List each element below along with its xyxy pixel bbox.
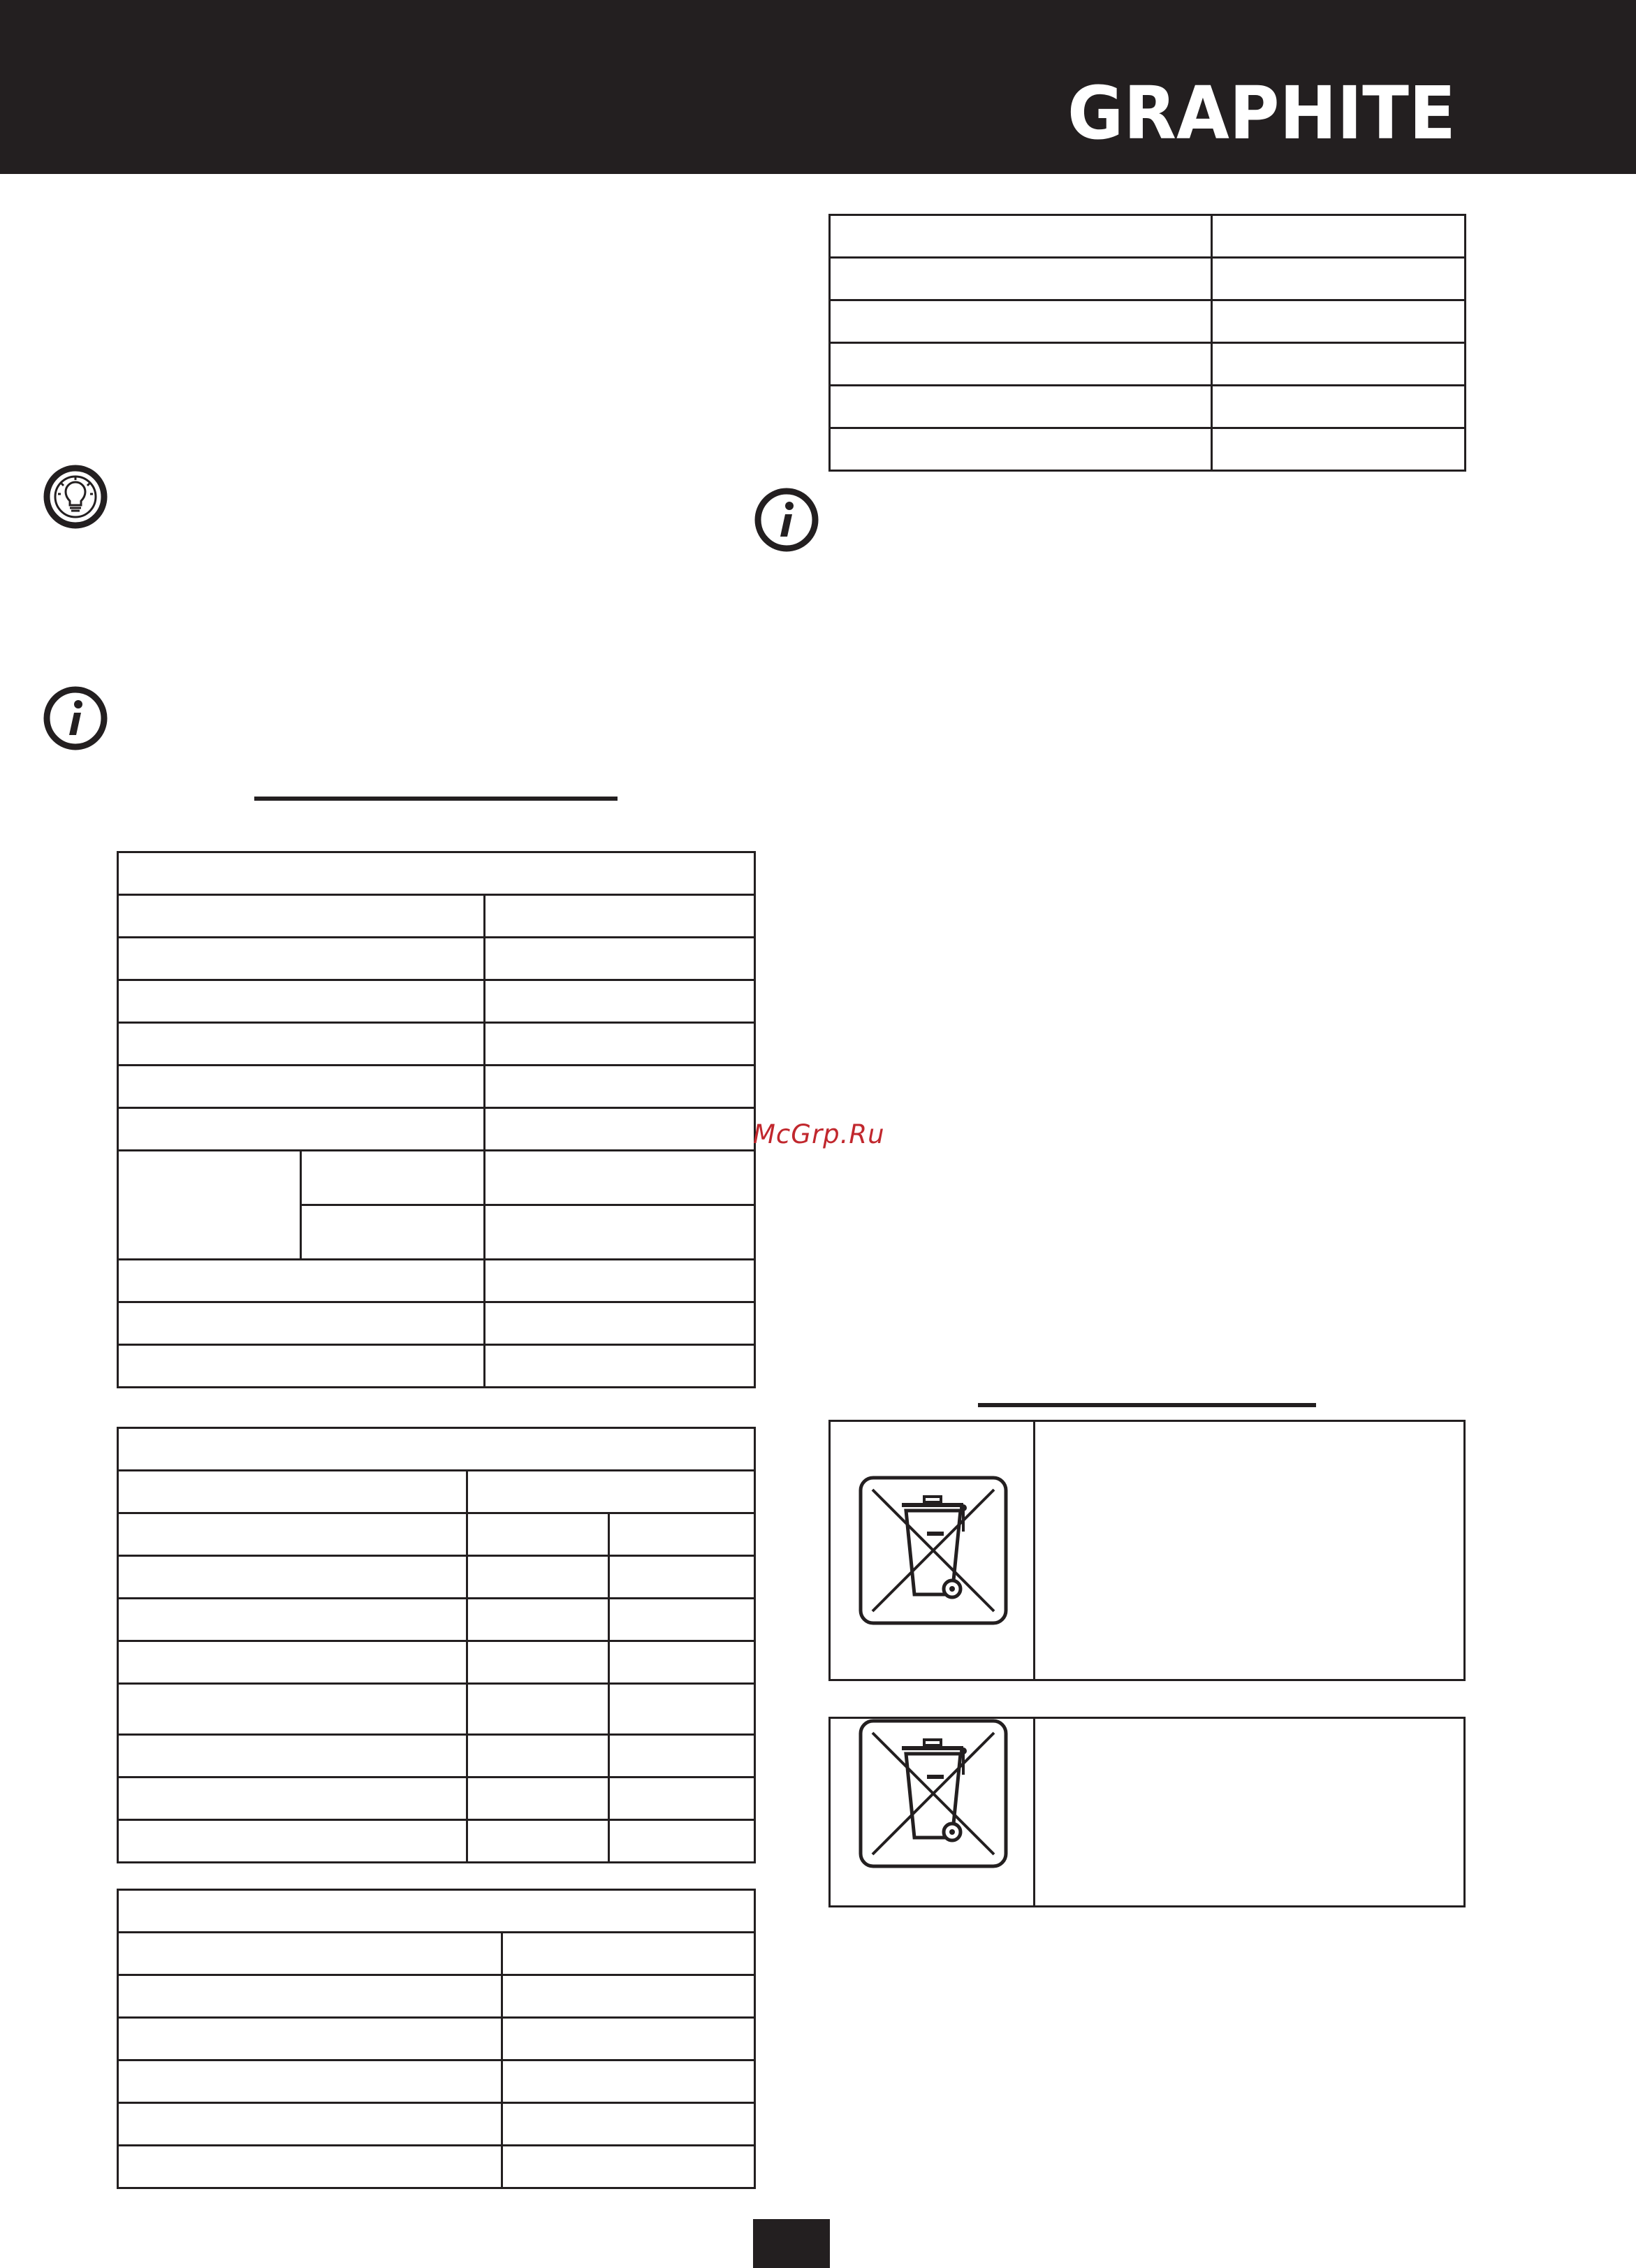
page-number-tab <box>753 2219 830 2268</box>
table-cell <box>118 938 485 980</box>
table-cell <box>467 1820 609 1863</box>
table-cell <box>118 1820 467 1863</box>
table-cell <box>609 1641 755 1684</box>
table-cell <box>118 980 485 1023</box>
table-cell <box>609 1556 755 1599</box>
table-cell <box>830 343 1212 386</box>
table-cell <box>467 1556 609 1599</box>
table-cell <box>609 1513 755 1556</box>
section-heading-rule <box>978 1403 1316 1407</box>
table-cell <box>118 1471 467 1513</box>
table-cell <box>1212 258 1466 300</box>
table-cell <box>118 2018 502 2060</box>
section-heading-rule <box>254 797 618 801</box>
table-cell <box>485 980 755 1023</box>
table-cell <box>502 2060 755 2103</box>
table-cell <box>118 1684 467 1735</box>
table-cell <box>1212 215 1466 258</box>
table-header-cell <box>118 852 755 895</box>
table-cell <box>485 1108 755 1151</box>
table-cell <box>467 1599 609 1641</box>
table-cell <box>118 1599 467 1641</box>
table-cell <box>118 1975 502 2018</box>
weee-battery-box <box>828 1717 1466 1907</box>
table-cell <box>485 1205 755 1260</box>
table-cell <box>830 386 1212 428</box>
table-cell <box>1212 386 1466 428</box>
table-cell <box>485 1345 755 1388</box>
table-cell <box>467 1778 609 1820</box>
svg-text:GRAPHITE: GRAPHITE <box>1067 78 1456 144</box>
table-cell <box>118 1778 467 1820</box>
table-cell <box>118 895 485 938</box>
table-cell <box>502 2103 755 2146</box>
table-cell <box>830 428 1212 471</box>
info-icon <box>43 686 108 750</box>
table-cell <box>1212 343 1466 386</box>
crossed-out-wheelie-bin-icon <box>859 1476 1008 1625</box>
table-cell <box>485 1260 755 1302</box>
specs-table-3 <box>117 1889 756 2189</box>
table-cell <box>1212 428 1466 471</box>
table-header-cell <box>118 1428 755 1471</box>
right-top-table <box>828 214 1466 472</box>
table-cell <box>118 1513 467 1556</box>
table-cell <box>485 1066 755 1108</box>
table-cell <box>609 1599 755 1641</box>
table-cell <box>118 1066 485 1108</box>
table-header-cell <box>118 1890 755 1933</box>
table-cell <box>118 1933 502 1975</box>
table-cell <box>301 1205 485 1260</box>
table-cell <box>118 2103 502 2146</box>
table-cell <box>118 1345 485 1388</box>
table-cell <box>118 1641 467 1684</box>
table-cell <box>485 1302 755 1345</box>
table-cell <box>467 1684 609 1735</box>
table-cell <box>118 1108 485 1151</box>
specs-table-1 <box>117 851 756 1388</box>
weee-disposal-box <box>828 1420 1466 1681</box>
table-cell <box>485 938 755 980</box>
table-cell <box>118 1151 301 1260</box>
table-cell <box>118 1302 485 1345</box>
table-cell <box>502 1933 755 1975</box>
table-cell <box>502 2018 755 2060</box>
info-icon <box>754 488 819 552</box>
table-cell <box>830 300 1212 343</box>
table-cell <box>118 1735 467 1778</box>
table-cell <box>118 2146 502 2188</box>
table-cell <box>609 1735 755 1778</box>
table-cell <box>467 1513 609 1556</box>
table-cell <box>467 1471 755 1513</box>
table-cell <box>301 1151 485 1205</box>
lightbulb-icon <box>43 465 108 529</box>
table-cell <box>1212 300 1466 343</box>
table-cell <box>609 1684 755 1735</box>
box-divider <box>1033 1422 1035 1679</box>
watermark-text: McGrp.Ru <box>753 1119 885 1149</box>
table-cell <box>467 1641 609 1684</box>
table-cell <box>502 2146 755 2188</box>
crossed-out-wheelie-bin-icon <box>859 1719 1008 1868</box>
table-cell <box>118 1023 485 1066</box>
table-cell <box>118 1556 467 1599</box>
table-cell <box>485 1151 755 1205</box>
table-cell <box>609 1778 755 1820</box>
table-cell <box>502 1975 755 2018</box>
table-cell <box>485 1023 755 1066</box>
table-cell <box>830 258 1212 300</box>
table-cell <box>118 1260 485 1302</box>
box-divider <box>1033 1719 1035 1905</box>
table-cell <box>485 895 755 938</box>
table-cell <box>467 1735 609 1778</box>
brand-logo <box>1067 78 1456 144</box>
table-cell <box>830 215 1212 258</box>
specs-table-2 <box>117 1427 756 1863</box>
table-cell <box>609 1820 755 1863</box>
table-cell <box>118 2060 502 2103</box>
